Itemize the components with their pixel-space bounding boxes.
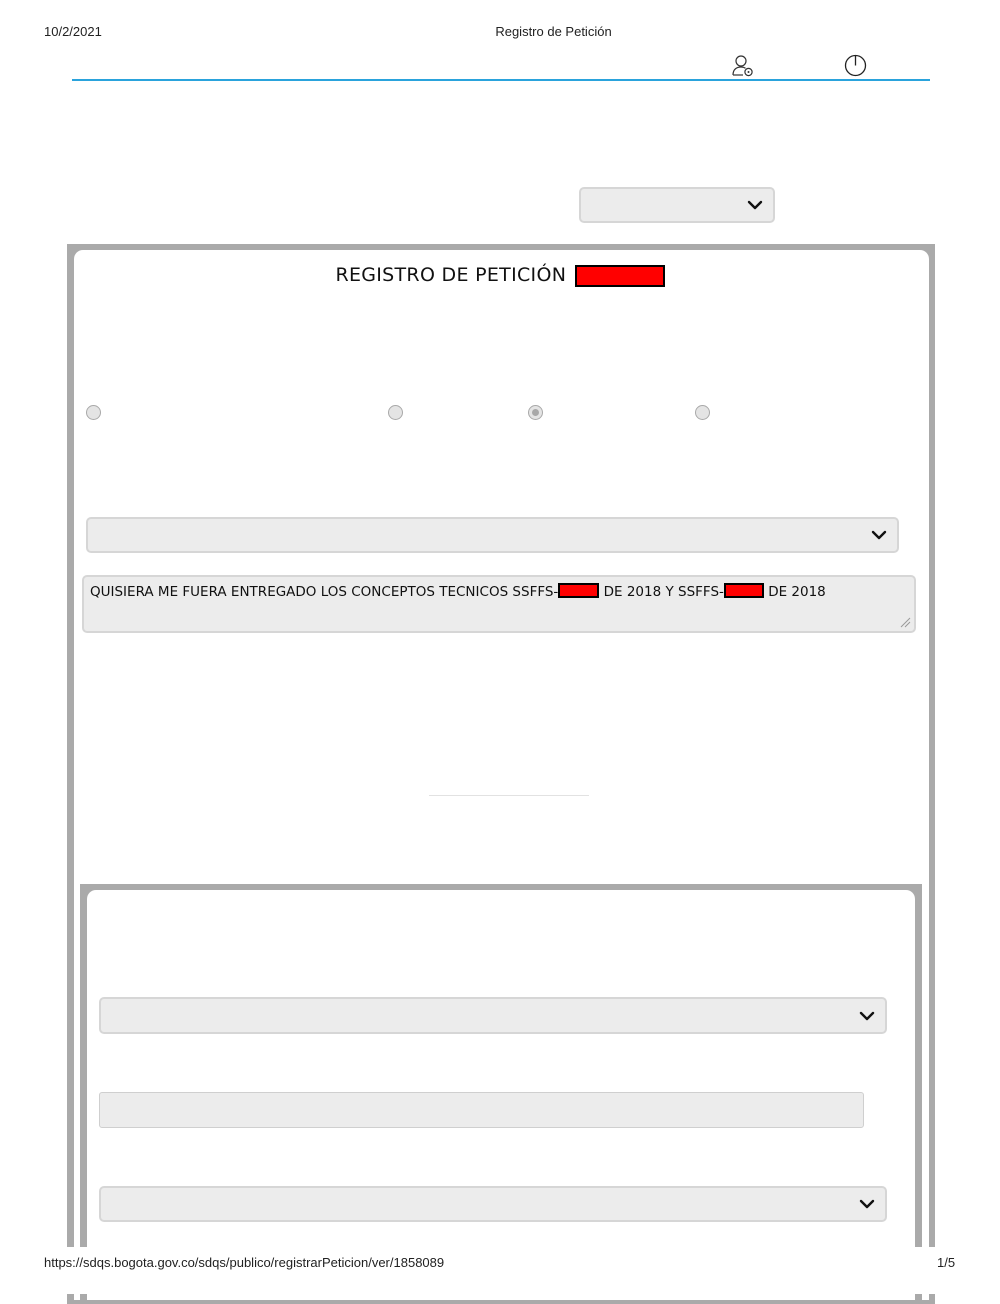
header-accent-line xyxy=(72,79,930,81)
resize-handle-icon[interactable] xyxy=(899,616,911,628)
redaction-box xyxy=(724,583,764,598)
chevron-down-icon xyxy=(859,1011,875,1021)
radio-option-3[interactable] xyxy=(528,405,543,420)
description-text-1: QUISIERA ME FUERA ENTREGADO LOS CONCEPTOS TECNICOS SSFFS- xyxy=(90,584,559,600)
chevron-down-icon xyxy=(747,200,763,210)
redaction-box xyxy=(558,583,599,598)
print-page-number: 1/5 xyxy=(937,1255,956,1270)
radio-option-4[interactable] xyxy=(695,405,710,420)
description-text-2: DE 2018 Y SSFFS- xyxy=(603,584,724,600)
radio-option-2[interactable] xyxy=(388,405,403,420)
sub-select-2[interactable] xyxy=(99,1186,887,1222)
print-date: 10/2/2021 xyxy=(44,24,102,39)
sub-input-1[interactable] xyxy=(99,1092,864,1128)
top-select[interactable] xyxy=(579,187,775,223)
chevron-down-icon xyxy=(859,1199,875,1209)
subject-select[interactable] xyxy=(86,517,899,553)
page-title xyxy=(0,264,1000,287)
divider xyxy=(429,795,589,796)
sub-select-1[interactable] xyxy=(99,997,887,1034)
print-url: https://sdqs.bogota.gov.co/sdqs/publico/registrarPeticion/ver/1858089 xyxy=(44,1255,445,1270)
chevron-down-icon xyxy=(871,530,887,540)
print-title: Registro de Petición xyxy=(495,24,612,39)
power-icon[interactable] xyxy=(844,54,867,77)
description-textarea[interactable] xyxy=(82,575,916,633)
redaction-box xyxy=(575,265,665,287)
user-settings-icon[interactable] xyxy=(731,54,755,78)
description-text-3: DE 2018 xyxy=(768,584,826,600)
radio-option-1[interactable] xyxy=(86,405,101,420)
page-title-text: REGISTRO DE PETICIÓN xyxy=(335,264,567,286)
